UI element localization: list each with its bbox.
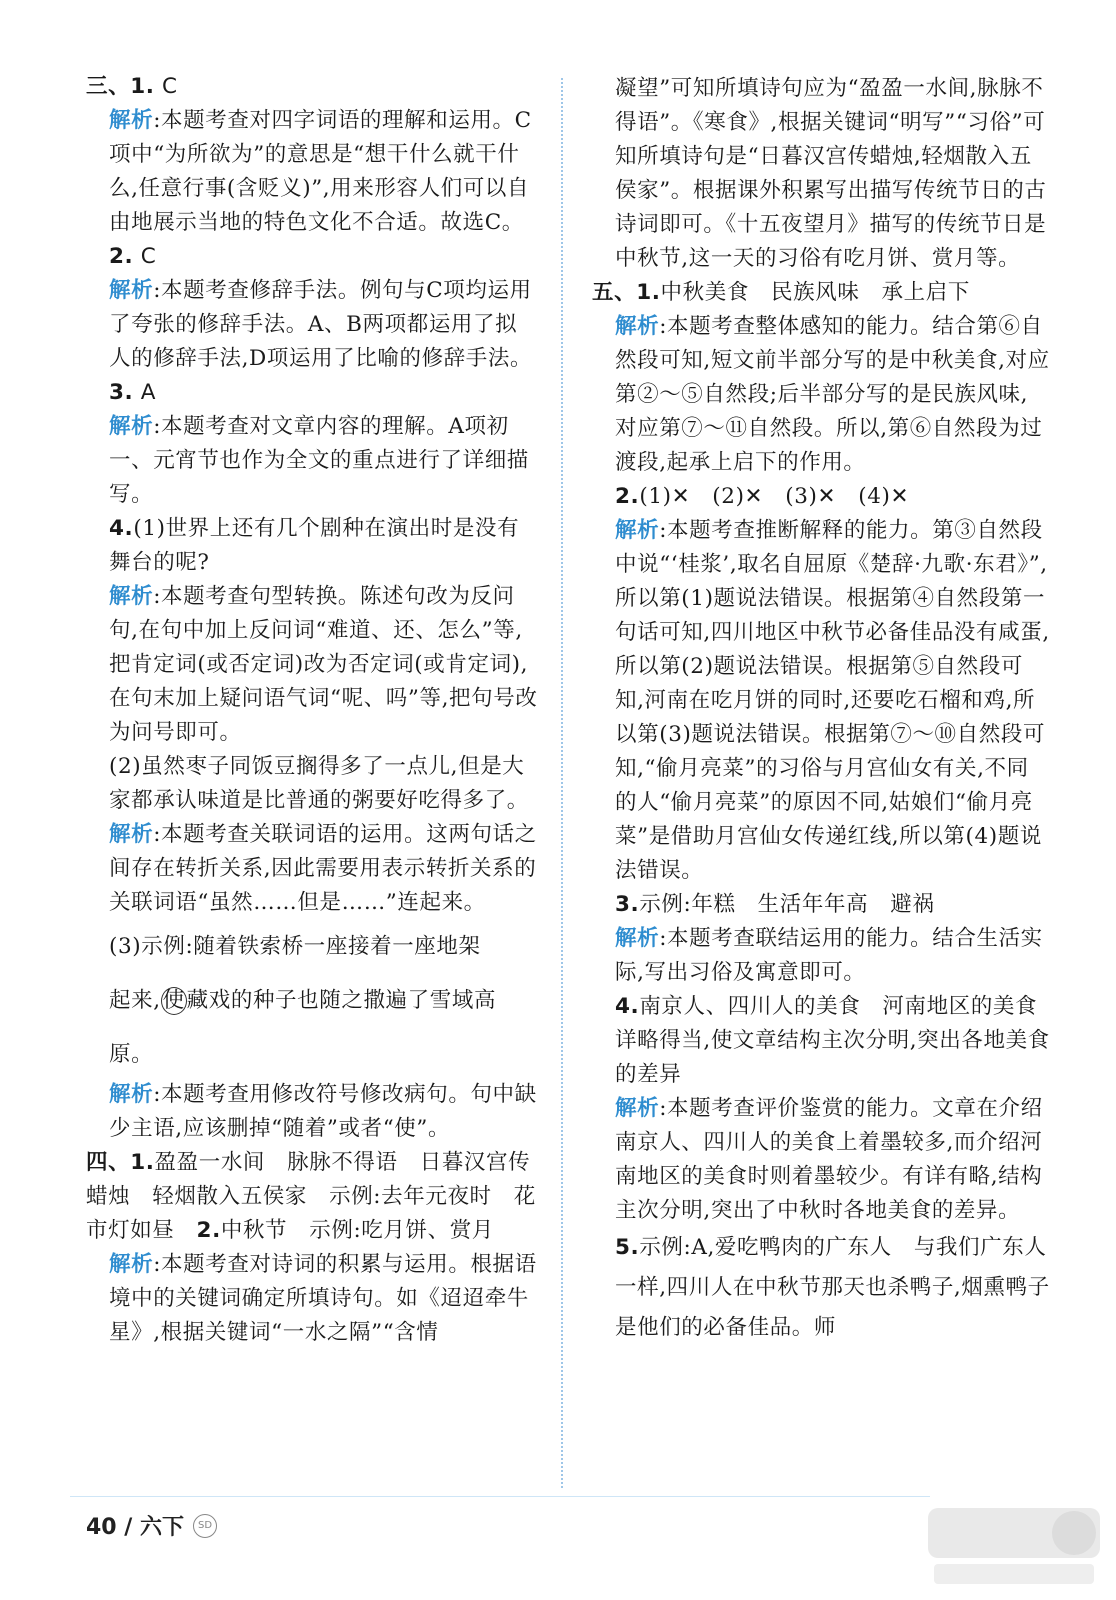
page-number: 40 / 六下	[86, 1515, 184, 1540]
q5-4-answer: 4.南京人、四川人的美食 河南地区的美食 详略得当,使文章结构主次分明,突出各地美食的差异	[615, 994, 1060, 1087]
q4-analysis-continued: 凝望”可知所填诗句应为“盈盈一水间,脉脉不得语”。《寒食》,根据关键词“明写”“习俗”可知所填诗句是“日暮汉宫传蜡烛,轻烟散入五侯家”。根据课外积累写出描写传统节日的古诗词即可。《十五夜望月》描写的传统节日是中秋节,这一天的习俗有吃月饼、赏月等。	[615, 76, 1047, 271]
q3-1-analysis: 解析:本题考查对四字词语的理解和运用。C项中“为所欲为”的意思是“想干什么就干什么,任意行事(含贬义)”,用来形容人们可以自由地展示当地的特色文化不合适。故选C。	[109, 108, 532, 235]
q5-3-analysis: 解析:本题考查联结运用的能力。结合生活实际,写出习俗及寓意即可。	[615, 926, 1043, 985]
q3-4-analysis-1: 解析:本题考查句型转换。陈述句改为反问句,在句中加上反问词“难道、还、怎么”等,把肯定词(或否定词)改为否定词(或肯定词),在句末加上疑问语气词“呢、吗”等,把句号改为问号即可。	[109, 584, 538, 745]
q3-2-analysis: 解析:本题考查修辞手法。例句与C项均运用了夸张的修辞手法。A、B两项都运用了拟人的修辞手法,D项运用了比喻的修辞手法。	[109, 278, 533, 371]
publisher-logo-icon: SD	[193, 1514, 217, 1538]
right-column	[592, 72, 1060, 1348]
q3-3-answer: 3. A	[109, 380, 157, 405]
column-divider	[561, 78, 563, 1488]
q5-2-analysis: 解析:本题考查推断解释的能力。第③自然段中说“‘桂浆’,取名自屈原《楚辞·九歌·东君》”,所以第(1)题说法错误。根据第④自然段第一句话可知,四川地区中秋节必备佳品没有咸蛋,所以第(2)题说法错误。根据第⑤自然段可知,河南在吃月饼的同时,还要吃石榴和鸡,所以第(3)题说法错误。根据第⑦～⑩自然段可知,“偷月亮菜”的习俗与月宫仙女有关,不同的人“偷月亮菜”的原因不同,姑娘们“偷月亮菜”是借助月宫仙女传递红线,所以第(4)题说法错误。	[615, 518, 1050, 883]
q3-1-answer: 三、1. C	[86, 74, 178, 99]
q5-4-analysis: 解析:本题考查评价鉴赏的能力。文章在介绍南京人、四川人的美食上着墨较多,而介绍河南地区的美食时则着墨较少。有详有略,结构主次分明,突出了中秋时各地美食的差异。	[615, 1096, 1043, 1223]
q5-1-answer: 五、1.中秋美食 民族风味 承上启下	[592, 280, 970, 305]
section-four-label: 四、	[86, 1150, 131, 1175]
q5-3-answer: 3.示例:年糕 生活年年高 避祸	[615, 892, 935, 917]
q3-3-analysis: 解析:本题考查对文章内容的理解。A项初一、元宵节也作为全文的重点进行了详细描写。	[109, 414, 529, 507]
section-five-label: 五、	[592, 280, 637, 305]
q3-4-analysis-3: 解析:本题考查用修改符号修改病句。句中缺少主语,应该删掉“随着”或者“使”。	[109, 1082, 537, 1141]
circled-character: 使	[162, 988, 185, 1013]
left-column	[86, 70, 538, 1350]
footer-rule	[70, 1496, 930, 1497]
q3-2-answer: 2. C	[109, 244, 157, 269]
q3-4-answer-2: (2)虽然枣子同饭豆搁得多了一点儿,但是大家都承认味道是比普通的粥要好吃得多了。	[109, 754, 529, 813]
q5-5-answer: 5.示例:A,爱吃鸭肉的广东人 与我们广东人一样,四川人在中秋节那天也杀鸭子,烟熏鸭子是他们的必备佳品。师	[615, 1235, 1050, 1340]
answer-site-watermark-icon	[924, 1502, 1104, 1592]
section-three-label: 三、	[86, 74, 131, 99]
q3-4-answer-3: (3)示例:随着铁索桥一座接着一座地架 起来, 使藏戏的种子也随之撒遍了雪域高原。	[109, 934, 497, 1067]
q3-4-analysis-2: 解析:本题考查关联词语的运用。这两句话之间存在转折关系,因此需要用表示转折关系的关联词语“虽然……但是……”连起来。	[109, 822, 537, 915]
page-footer	[0, 1496, 1116, 1600]
q5-2-answer: 2.(1)✕ (2)✕ (3)✕ (4)✕	[615, 484, 910, 509]
q4-answers: 四、1.盈盈一水间 脉脉不得语 日暮汉宫传蜡烛 轻烟散入五侯家 示例:去年元夜时 花市灯如昼 2.中秋节 示例:吃月饼、赏月	[86, 1150, 536, 1243]
q5-1-analysis: 解析:本题考查整体感知的能力。结合第⑥自然段可知,短文前半部分写的是中秋美食,对应第②～⑤自然段;后半部分写的是民族风味,对应第⑦～⑪自然段。所以,第⑥自然段为过渡段,起承上启下的作用。	[615, 314, 1050, 475]
q4-analysis: 解析:本题考查对诗词的积累与运用。根据语境中的关键词确定所填诗句。如《迢迢牵牛星》,根据关键词“一水之隔”“含情	[109, 1252, 537, 1345]
q3-4-answer-1: 4.(1)世界上还有几个剧种在演出时是没有舞台的呢?	[109, 516, 520, 575]
insert-mark	[161, 974, 187, 1028]
